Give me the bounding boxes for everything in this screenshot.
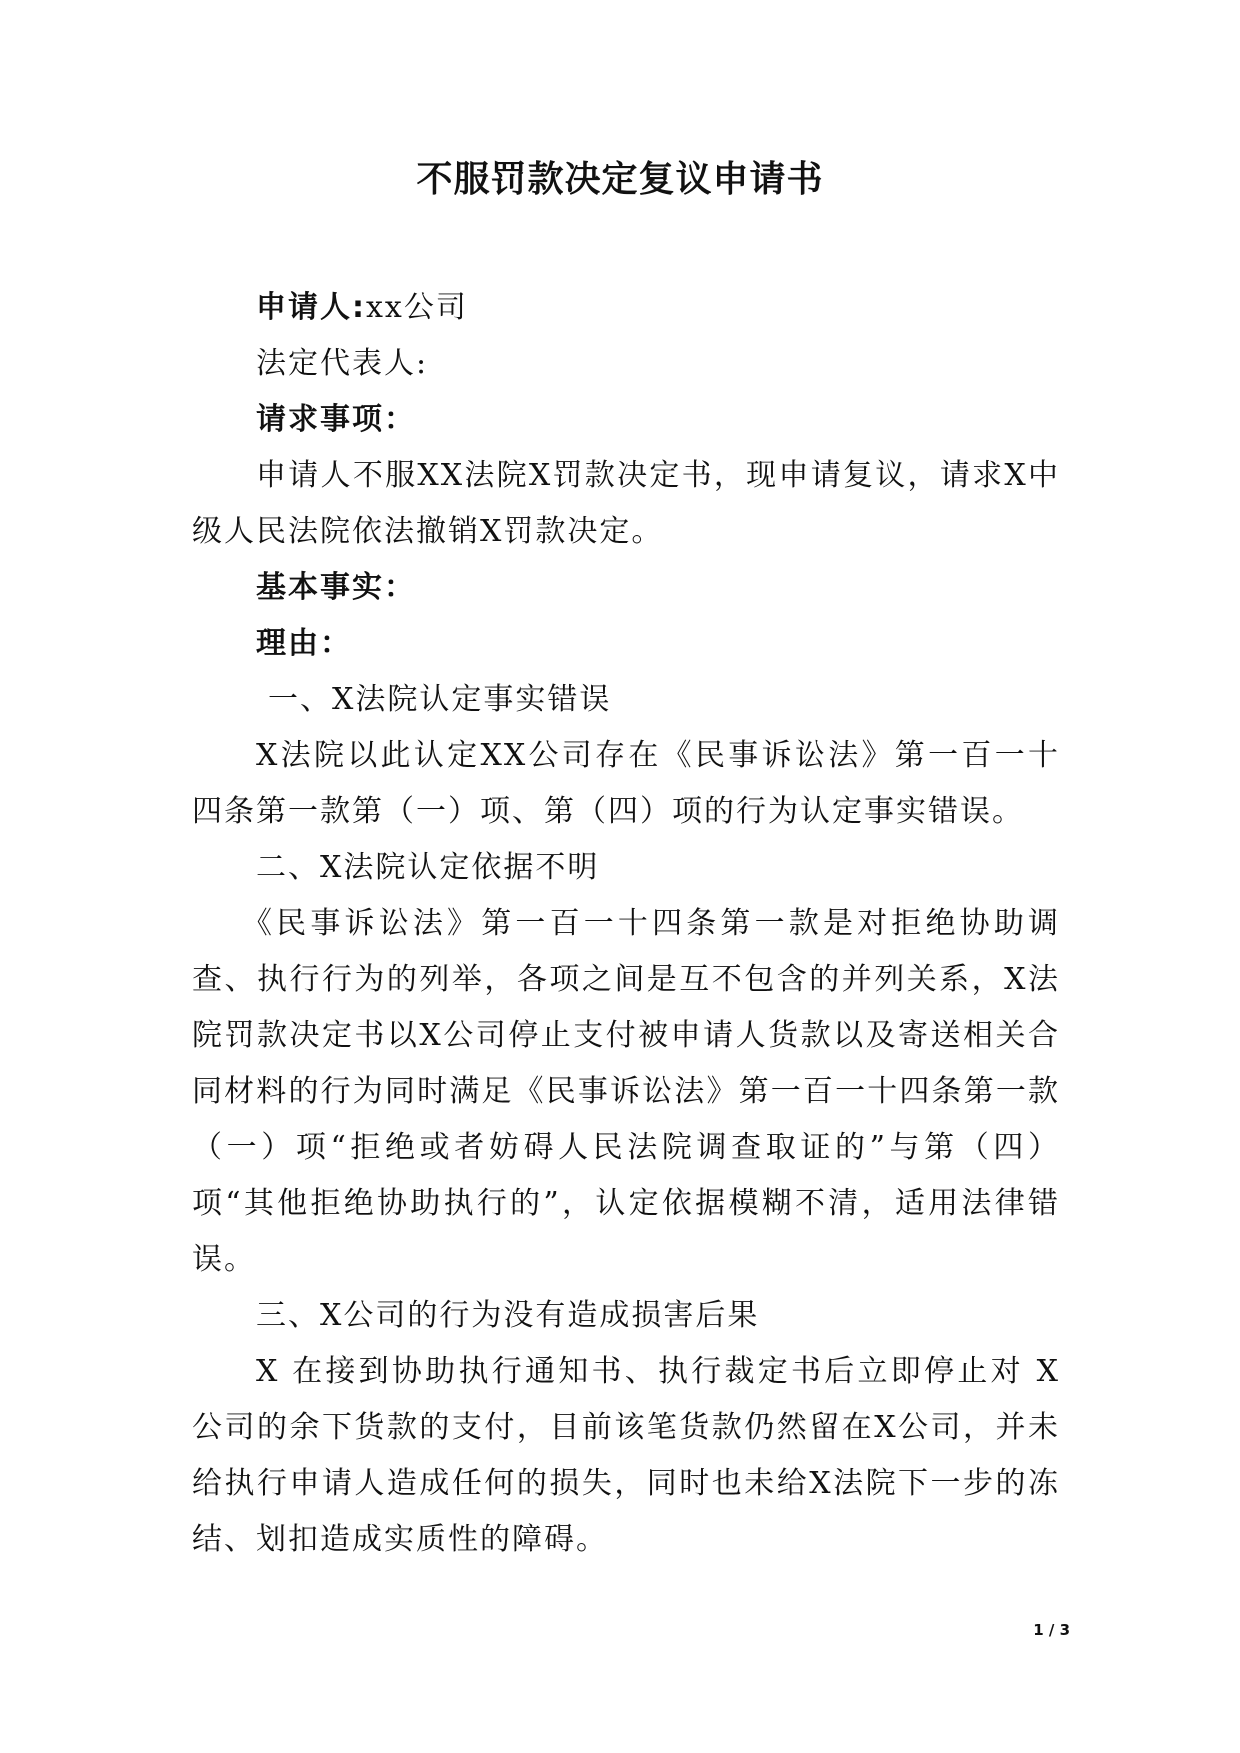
reason-three-paragraph: X 在接到协助执行通知书、执行裁定书后立即停止对 X公司的余下货款的支付，目前该笔货款仍然留在X公司，并未给执行申请人造成任何的损失，同时也未给X法院下一步的冻结、划扣造成实质性的障碍。 [192,1354,1060,1557]
page-number: 1 / 3 [1033,1621,1070,1639]
reason-three-heading: 三、X公司的行为没有造成损害后果 [256,1298,760,1333]
request-paragraph: 申请人不服XX法院X罚款决定书，现申请复议，请求X中级人民法院依法撤销X罚款决定。 [192,458,1060,549]
applicant-value: xx公司 [366,290,468,325]
facts-heading: 基本事实： [256,570,416,605]
applicant-line [192,280,1060,336]
document-body [192,280,1060,1568]
legal-representative-line: 法定代表人: [256,346,429,381]
reason-one-heading: 一、X法院认定事实错误 [268,682,612,717]
document-title: 不服罚款决定复议申请书 [416,159,824,200]
applicant-label: 申请人: [256,290,366,325]
request-heading: 请求事项： [256,402,416,437]
reason-one-paragraph: X法院以此认定XX公司存在《民事诉讼法》第一百一十四条第一款第（一）项、第（四）项的行为认定事实错误。 [192,738,1060,829]
reason-two-heading: 二、X法院认定依据不明 [256,850,600,885]
reasons-heading: 理由： [256,626,352,661]
reason-two-paragraph: 《民事诉讼法》第一百一十四条第一款是对拒绝协助调查、执行行为的列举，各项之间是互不包含的并列关系，X法院罚款决定书以X公司停止支付被申请人货款以及寄送相关合同材料的行为同时满足《民事诉讼法》第一百一十四条第一款（一）项“拒绝或者妨碍人民法院调查取证的”与第（四）项“其他拒绝协助执行的”，认定依据模糊不清，适用法律错误。 [192,906,1060,1277]
